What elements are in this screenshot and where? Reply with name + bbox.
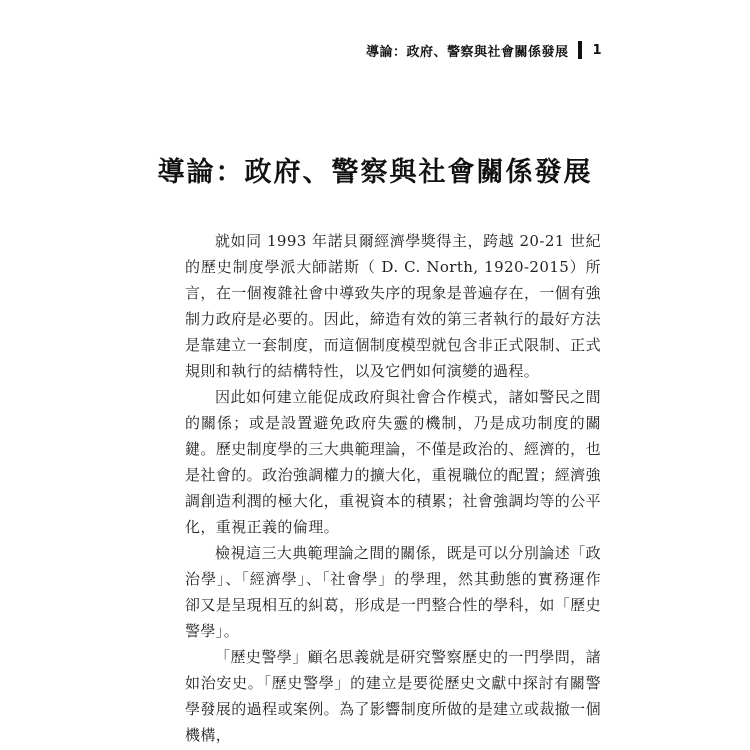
body-text — [185, 228, 601, 748]
header-divider — [578, 41, 582, 59]
paragraph-2: 因此如何建立能促成政府與社會合作模式，諸如警民之間的關係；或是設置避免政府失靈的機制，乃是成功制度的關鍵。歷史制度學的三大典範理論，不僅是政治的、經濟的，也是社會的。政治強調權力的擴大化，重視職位的配置；經濟強調創造利潤的極大化，重視資本的積累；社會強調均等的公平化，重視正義的倫理。 — [185, 388, 601, 536]
chapter-title: 導論：政府、警察與社會關係發展 — [157, 157, 593, 188]
running-header-title: 導論：政府、警察與社會關係發展 — [365, 44, 569, 60]
paragraph-1: 就如同 1993 年諾貝爾經濟學獎得主，跨越 20-21 世紀的歷史制度學派大師諾斯（ D. C. North, 1920-2015）所言，在一個複雜社會中導致失序的現象是普遍存在，一個有強制力政府是必要的。因此，締造有效的第三者執行的最好方法是靠建立一套制度，而這個制度模型就包含非正式限制、正式規則和執行的結構特性，以及它們如何演變的過程。 — [185, 232, 601, 380]
paragraph-4: 「歷史警學」顧名思義就是研究警察歷史的一門學問，諸如治安史。「歷史警學」的建立是要從歷史文獻中探討有關警學發展的過程或案例。為了影響制度所做的是建立或裁撤一個機構， — [185, 648, 601, 744]
page-number: 1 — [592, 42, 602, 58]
running-header — [366, 40, 602, 60]
paragraph-3: 檢視這三大典範理論之間的關係，既是可以分別論述「政治學」、「經濟學」、「社會學」的學理，然其動態的實務運作卻又是呈現相互的糾葛，形成是一門整合性的學科，如「歷史警學」。 — [185, 544, 601, 640]
